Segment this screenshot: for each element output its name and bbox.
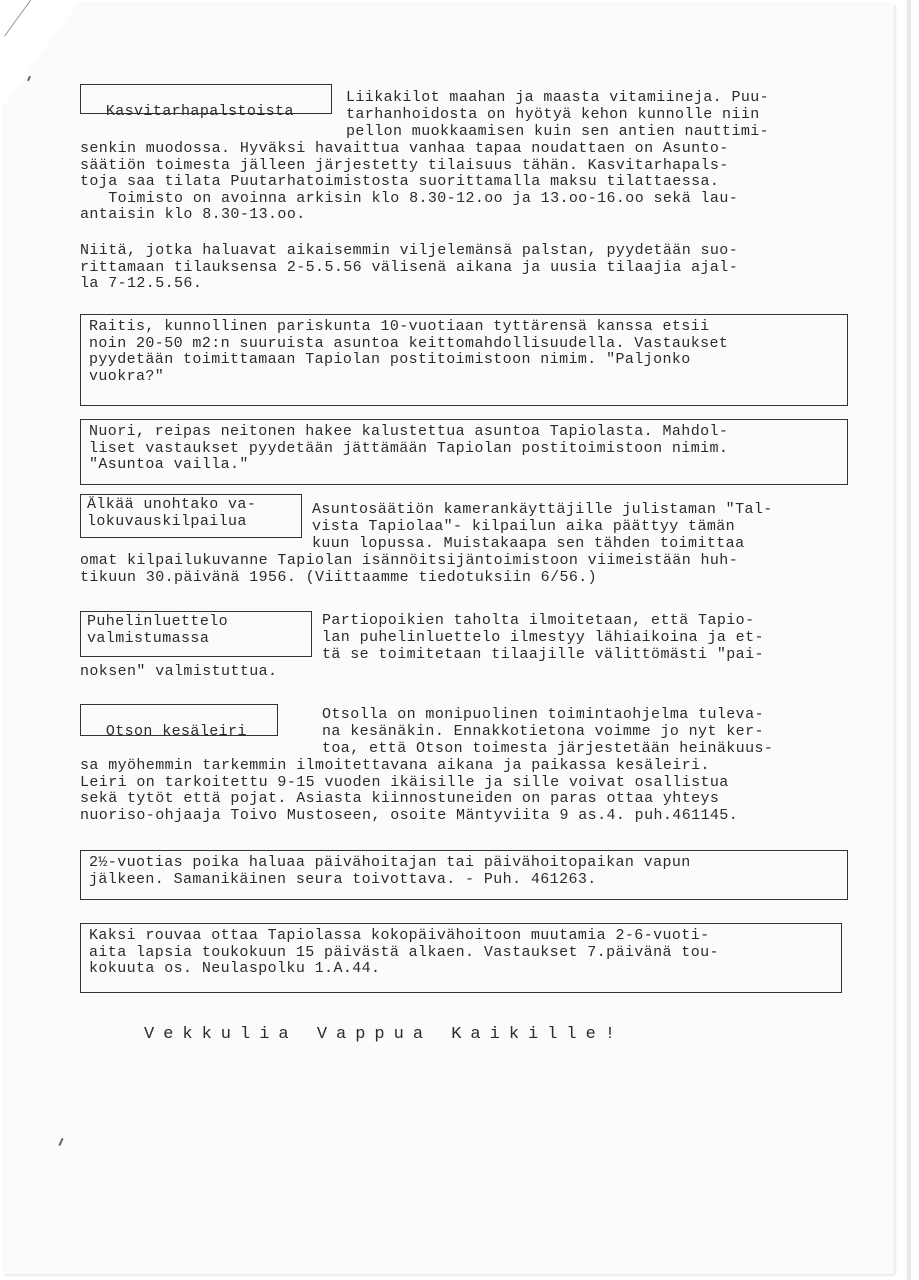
valokuvaus-line3: kuun lopussa. Muistakaapa sen tähden toimittaa [312,535,745,552]
valokuvaus-line2: vista Tapiolaa"- kilpailun aika päättyy tämän [312,518,736,535]
puhelin-line3: tä se toimitetaan tilaajille välittömästi "pai- [322,646,764,663]
ad-raitis-text: Raitis, kunnollinen pariskunta 10-vuotiaan tyttärensä kanssa etsii noin 20-50 m2:n suuruista asuntoa keittomahdollisuudella. Vastaukset pyydetään toimittamaan Tapiolan postitoimistoon nimim. "Paljonko vuokra?" [89,318,729,385]
heading-kasvitarhapalstoista-text: Kasvitarhapalstoista [105,102,294,120]
heading-valokuvauskilpailu-text: Älkää unohtako va- lokuvauskilpailua [87,496,257,530]
valokuvaus-line1: Asuntosäätiön kamerankäyttäjille julistaman "Tal- [312,501,773,518]
ad-poika-box [80,850,848,900]
otso-line2: na kesänäkin. Ennakkotietona voimme jo nyt ker- [322,723,764,740]
heading-puhelinluettelo-text: Puhelinluettelo valmistumassa [87,613,229,647]
kasvitarha-line1: Liikakilot maahan ja maasta vitamiineja. Puu- [346,89,770,106]
ad-rouvaa-text: Kaksi rouvaa ottaa Tapiolassa kokopäivähoitoon muutamia 2-6-vuoti- aita lapsia toukokuun 15 päivästä alkaen. Vastaukset 7.päivänä tou- kokuuta os. Neulaspolku 1.A.44. [89,927,719,978]
heading-kasvitarhapalstoista [80,84,332,120]
heading-puhelinluettelo [80,611,312,657]
kasvitarha-body-orders: Niitä, jotka haluavat aikaisemmin viljelemänsä palstan, pyydetään suo- rittamaan tilauksensa 2-5.5.56 välisenä aikana ja uusia tilaajia ajal- la 7-12.5.56. [80,242,739,293]
ad-nuori-text: Nuori, reipas neitonen hakee kalustettua asuntoa Tapiolasta. Mahdol- liset vastaukset pyydetään jättämään Tapiolan postitoimistoon nimim. "Asuntoa vailla." [89,423,729,474]
heading-valokuvauskilpailu [80,494,302,538]
puhelin-body: noksen" valmistuttua. [80,663,278,680]
puhelin-line2: lan puhelinluettelo ilmestyy lähiaikoina ja et- [322,629,764,646]
heading-otson-kesaleiri-text: Otson kesäleiri [105,722,247,740]
ad-raitis-box [80,314,848,406]
valokuvaus-body: omat kilpailukuvanne Tapiolan isännöitsijäntoimistoon viimeistään huh- tikuun 30.päivänä 1956. (Viittaamme tiedotuksiin 6/56.) [80,552,739,586]
otso-body: sa myöhemmin tarkemmin ilmoitettavana aikana ja paikassa kesäleiri. Leiri on tarkoitettu 9-15 vuoden ikäisille ja sille voivat osallistua sekä tytöt että pojat. Asiasta kiinnostuneiden on paras ottaa yhteys nuoriso-ohjaaja Toivo Mustoseen, osoite Mäntyviita 9 as.4. puh.461145. [80,757,739,824]
folded-corner [0,0,80,110]
otso-line1: Otsolla on monipuolinen toimintaohjelma tuleva- [322,706,764,723]
closing-greeting: Vekkulia Vappua Kaikille! [144,1025,625,1044]
puhelin-line1: Partiopoikien taholta ilmoitetaan, että Tapio- [322,612,755,629]
heading-otson-kesaleiri [80,704,278,740]
ad-nuori-box [80,419,848,485]
kasvitarha-line2: tarhanhoidosta on hyötyä kehon kunnolle niin [346,106,760,123]
ad-rouvaa-box [80,923,842,993]
ad-poika-text: 2½-vuotias poika haluaa päivähoitajan tai päivähoitopaikan vapun jälkeen. Samanikäinen seura toivottava. - Puh. 461263. [89,854,691,888]
kasvitarha-body: senkin muodossa. Hyväksi havaittua vanhaa tapaa noudattaen on Asunto- säätiön toimesta jälleen järjestetty tilaisuus tähän. Kasvitarhapals- toja saa tilata Puutarhatoimistosta suorittamalla maksu tilattaessa. Toimisto on avoinna arkisin klo 8.30-12.oo ja 13.oo-16.oo sekä lau- antaisin klo 8.30-13.oo. [80,140,739,224]
kasvitarha-line3: pellon muokkaamisen kuin sen antien nauttimi- [346,123,770,140]
page-edge [907,0,911,1280]
otso-line3: toa, että Otson toimesta järjestetään heinäkuus- [322,740,774,757]
